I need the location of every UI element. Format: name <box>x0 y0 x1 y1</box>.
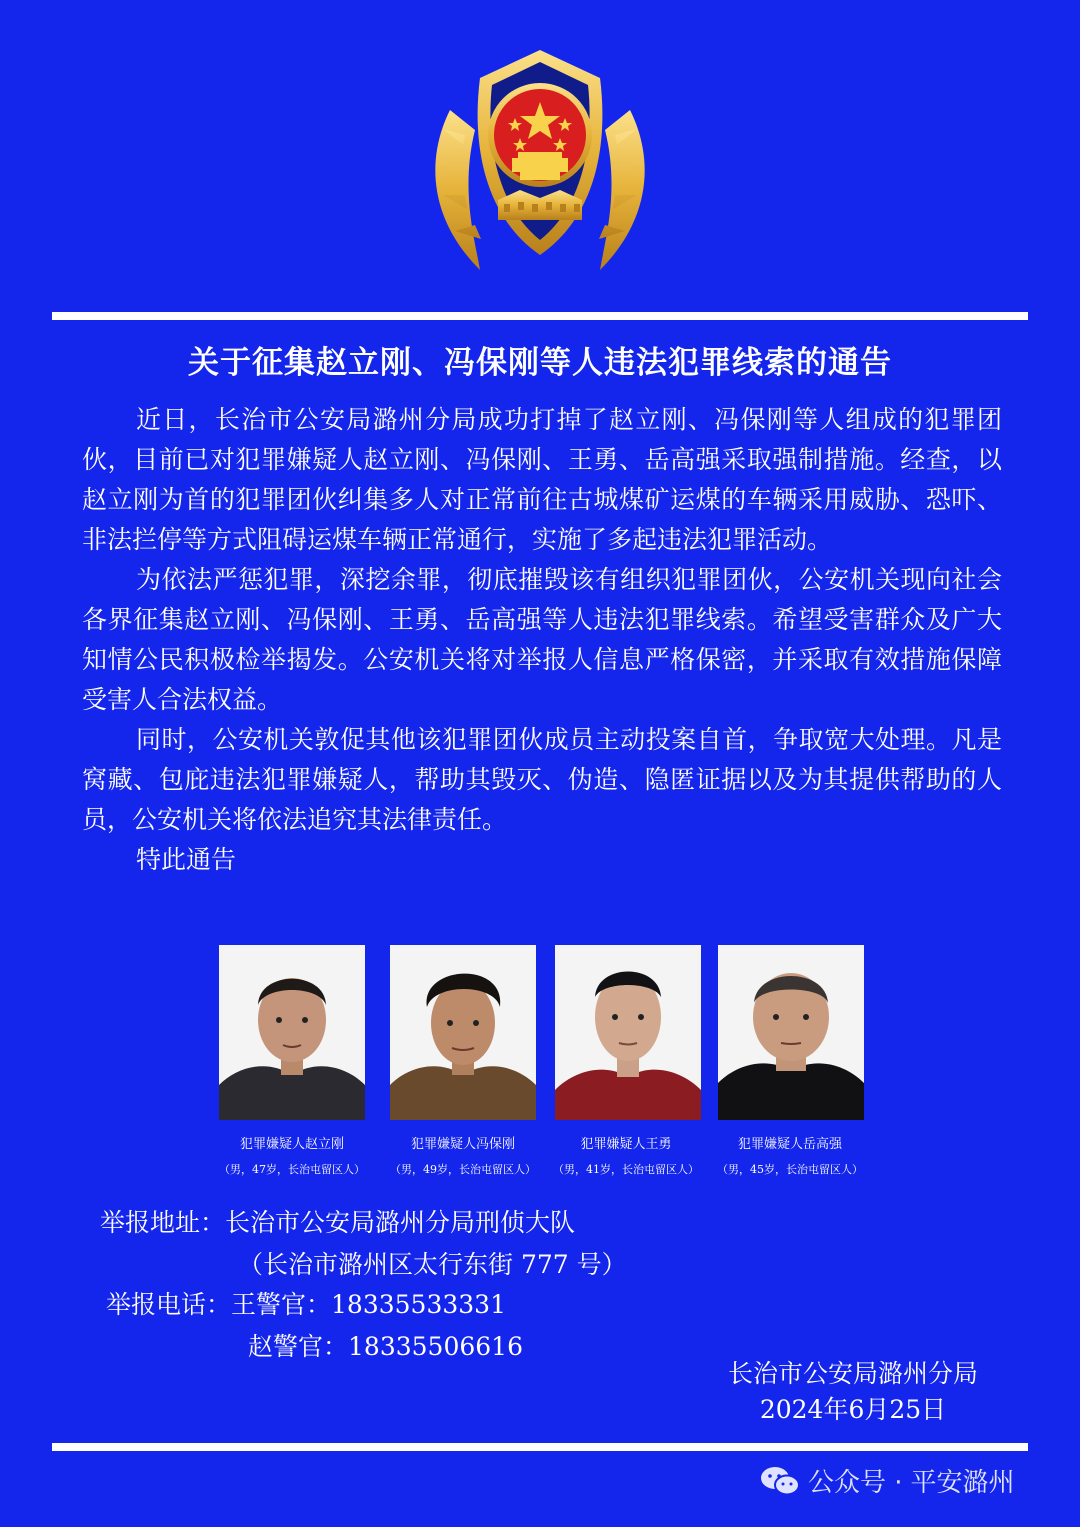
notice-body <box>82 400 1002 880</box>
suspect-shirt <box>718 1063 864 1120</box>
report-address-value: 长治市公安局潞州分局刑侦大队 <box>225 1208 576 1237</box>
report-phone-2 <box>248 1332 523 1362</box>
watermark-account: 平安潞州 <box>910 1468 1015 1498</box>
page-title: 关于征集赵立刚、冯保刚等人违法犯罪线索的通告 <box>188 345 892 381</box>
suspect-photos <box>219 945 869 1185</box>
suspect-caption: 犯罪嫌疑人王勇 （男，41岁，长治屯留区人） <box>553 1137 699 1176</box>
issuer: 长治市公安局潞州分局 <box>727 1359 978 1388</box>
bottom-divider <box>52 1443 1028 1451</box>
contact-phone: 18335506616 <box>348 1332 523 1361</box>
suspect-photo <box>555 945 701 1120</box>
contact-phone: 18335533331 <box>331 1290 506 1319</box>
issue-date: 2024年6月25日 <box>759 1395 947 1424</box>
suspect-photo <box>718 945 864 1120</box>
report-address-label: 举报地址： <box>100 1208 226 1237</box>
notice-paragraph: 同时，公安机关敦促其他该犯罪团伙成员主动投案自首，争取宽大处理。凡是窝藏、包庇违法犯罪嫌疑人，帮助其毁灭、伪造、隐匿证据以及为其提供帮助的人员，公安机关将依法追究其法律责任。 <box>82 725 1002 834</box>
suspect-shirt <box>555 1070 701 1120</box>
suspect-caption: 犯罪嫌疑人冯保刚 （男，49岁，长治屯留区人） <box>390 1137 536 1176</box>
notice-paragraph: 为依法严惩犯罪，深挖余罪，彻底摧毁该有组织犯罪团伙，公安机关现向社会各界征集赵立刚、冯保刚、王勇、岳高强等人违法犯罪线索。希望受害群众及广大知情公民积极检举揭发。公安机关将对举报人信息严格保密，并采取有效措施保障受害人合法权益。 <box>82 565 1002 714</box>
suspect-photo <box>390 945 536 1120</box>
top-divider <box>52 312 1028 320</box>
report-phone-label: 举报电话： <box>106 1290 232 1319</box>
report-phone-1 <box>106 1290 506 1320</box>
wechat-watermark <box>760 1462 1015 1499</box>
contact-name: 赵警官： <box>248 1332 349 1361</box>
report-address-detail: （长治市潞州区太行东街 777 号） <box>238 1250 627 1279</box>
contact-name: 王警官： <box>231 1290 332 1319</box>
suspect-photo <box>219 945 365 1120</box>
suspect-caption: 犯罪嫌疑人岳高强 （男，45岁，长治屯留区人） <box>717 1137 863 1176</box>
suspect-caption: 犯罪嫌疑人赵立刚 （男，47岁，长治屯留区人） <box>219 1137 365 1176</box>
watermark-prefix: 公众号 · <box>808 1468 903 1498</box>
report-address <box>100 1208 575 1238</box>
notice-paragraph: 近日，长治市公安局潞州分局成功打掉了赵立刚、冯保刚等人组成的犯罪团伙，目前已对犯罪嫌疑人赵立刚、冯保刚、王勇、岳高强采取强制措施。经查，以赵立刚为首的犯罪团伙纠集多人对正常前往古城煤矿运煤的车辆采用威胁、恐吓、非法拦停等方式阻碍运煤车辆正常通行，实施了多起违法犯罪活动。 <box>82 405 1002 554</box>
wechat-icon <box>760 1465 800 1497</box>
police-emblem-icon <box>420 40 660 290</box>
notice-closing: 特此通告 <box>136 845 237 874</box>
